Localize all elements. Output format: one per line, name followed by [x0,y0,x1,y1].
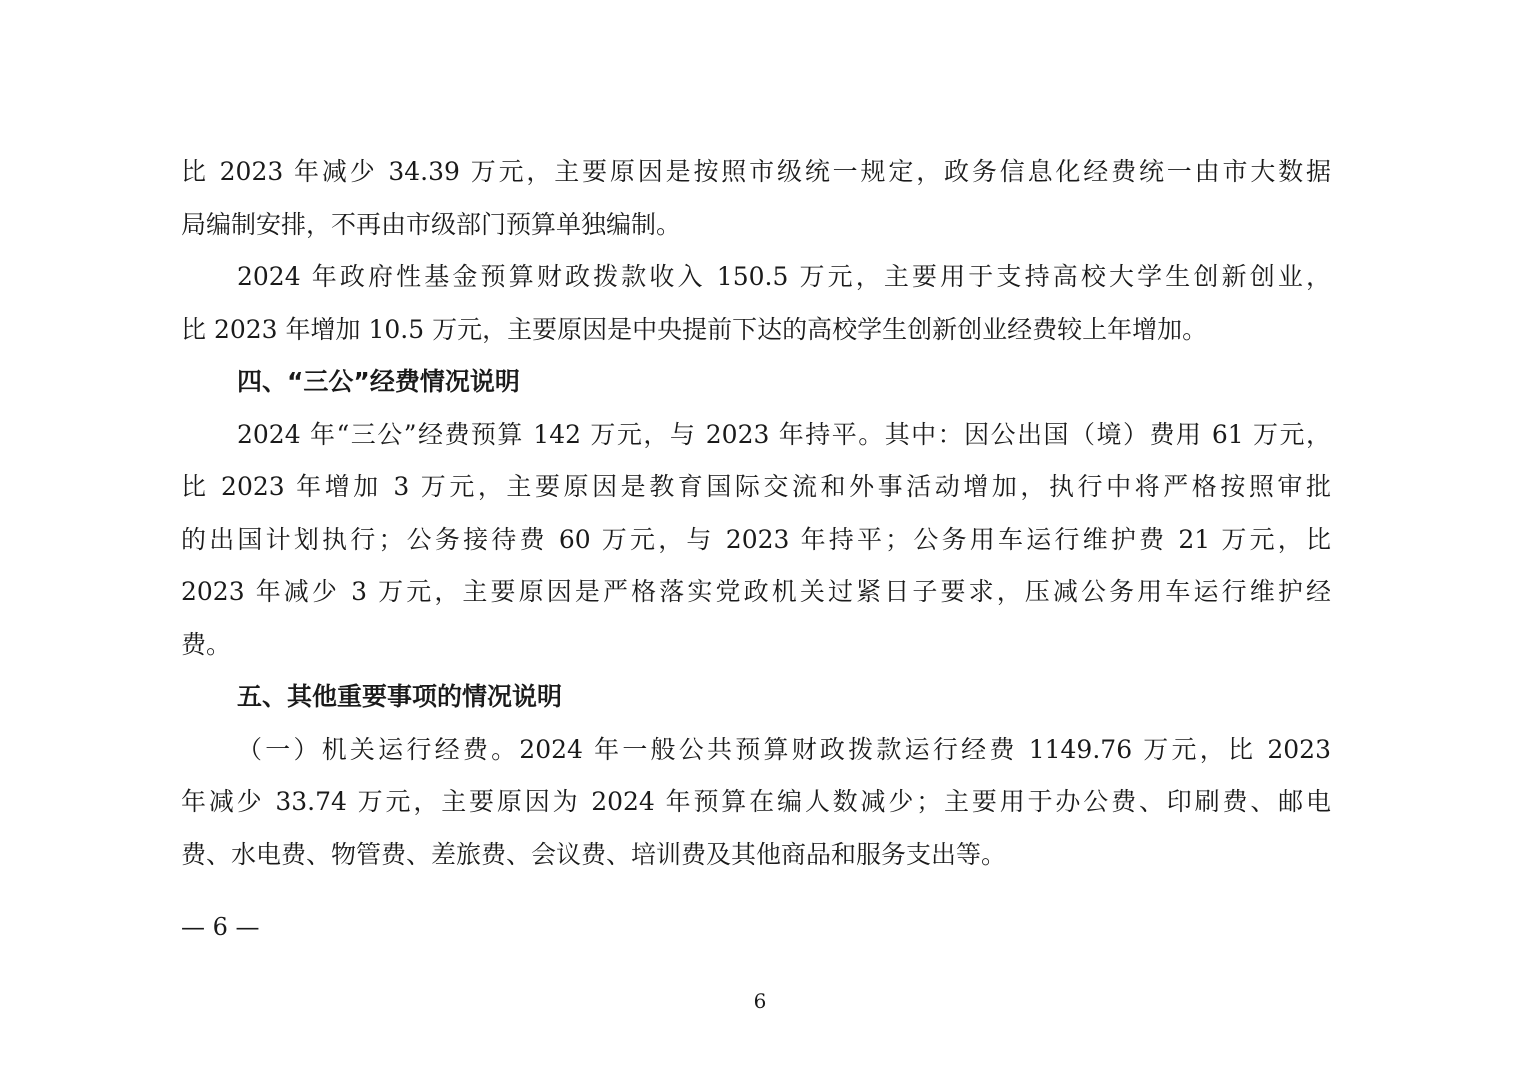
text-line: 2024 年政府性基金预算财政拨款收入 150.5 万元，主要用于支持高校大学生创新创业， [237,262,1331,291]
text-line: 2023 年减少 3 万元，主要原因是严格落实党政机关过紧日子要求，压减公务用车运行维护经 [181,577,1331,606]
text-line: 比 2023 年增加 10.5 万元，主要原因是中央提前下达的高校学生创新创业经费较上年增加。 [181,314,1208,344]
section-heading: 四、“三公”经费情况说明 [237,367,520,396]
text-line: （一）机关运行经费。2024 年一般公共预算财政拨款运行经费 1149.76 万元，比 2023 [237,734,1331,764]
text-line: 的出国计划执行；公务接待费 60 万元，与 2023 年持平；公务用车运行维护费 21 万元，比 [181,524,1331,554]
section-heading: 五、其他重要事项的情况说明 [237,682,563,711]
document-body [181,146,1331,881]
text-line: 年减少 33.74 万元，主要原因为 2024 年预算在编人数减少；主要用于办公费、印刷费、邮电 [181,787,1331,816]
text-line: 费。 [181,629,232,659]
text-line: 比 2023 年增加 3 万元，主要原因是教育国际交流和外事活动增加，执行中将严格按照审批 [181,472,1331,501]
text-line: 费、水电费、物管费、差旅费、会议费、培训费及其他商品和服务支出等。 [181,839,1007,869]
text-line: 局编制安排，不再由市级部门预算单独编制。 [181,209,682,239]
text-line: 比 2023 年减少 34.39 万元，主要原因是按照市级统一规定，政务信息化经费统一由市大数据 [181,157,1331,186]
page-number: 6 [753,989,767,1013]
page-marker: — 6 — [181,913,260,941]
text-line: 2024 年“三公”经费预算 142 万元，与 2023 年持平。其中：因公出国（境）费用 61 万元， [237,419,1331,449]
